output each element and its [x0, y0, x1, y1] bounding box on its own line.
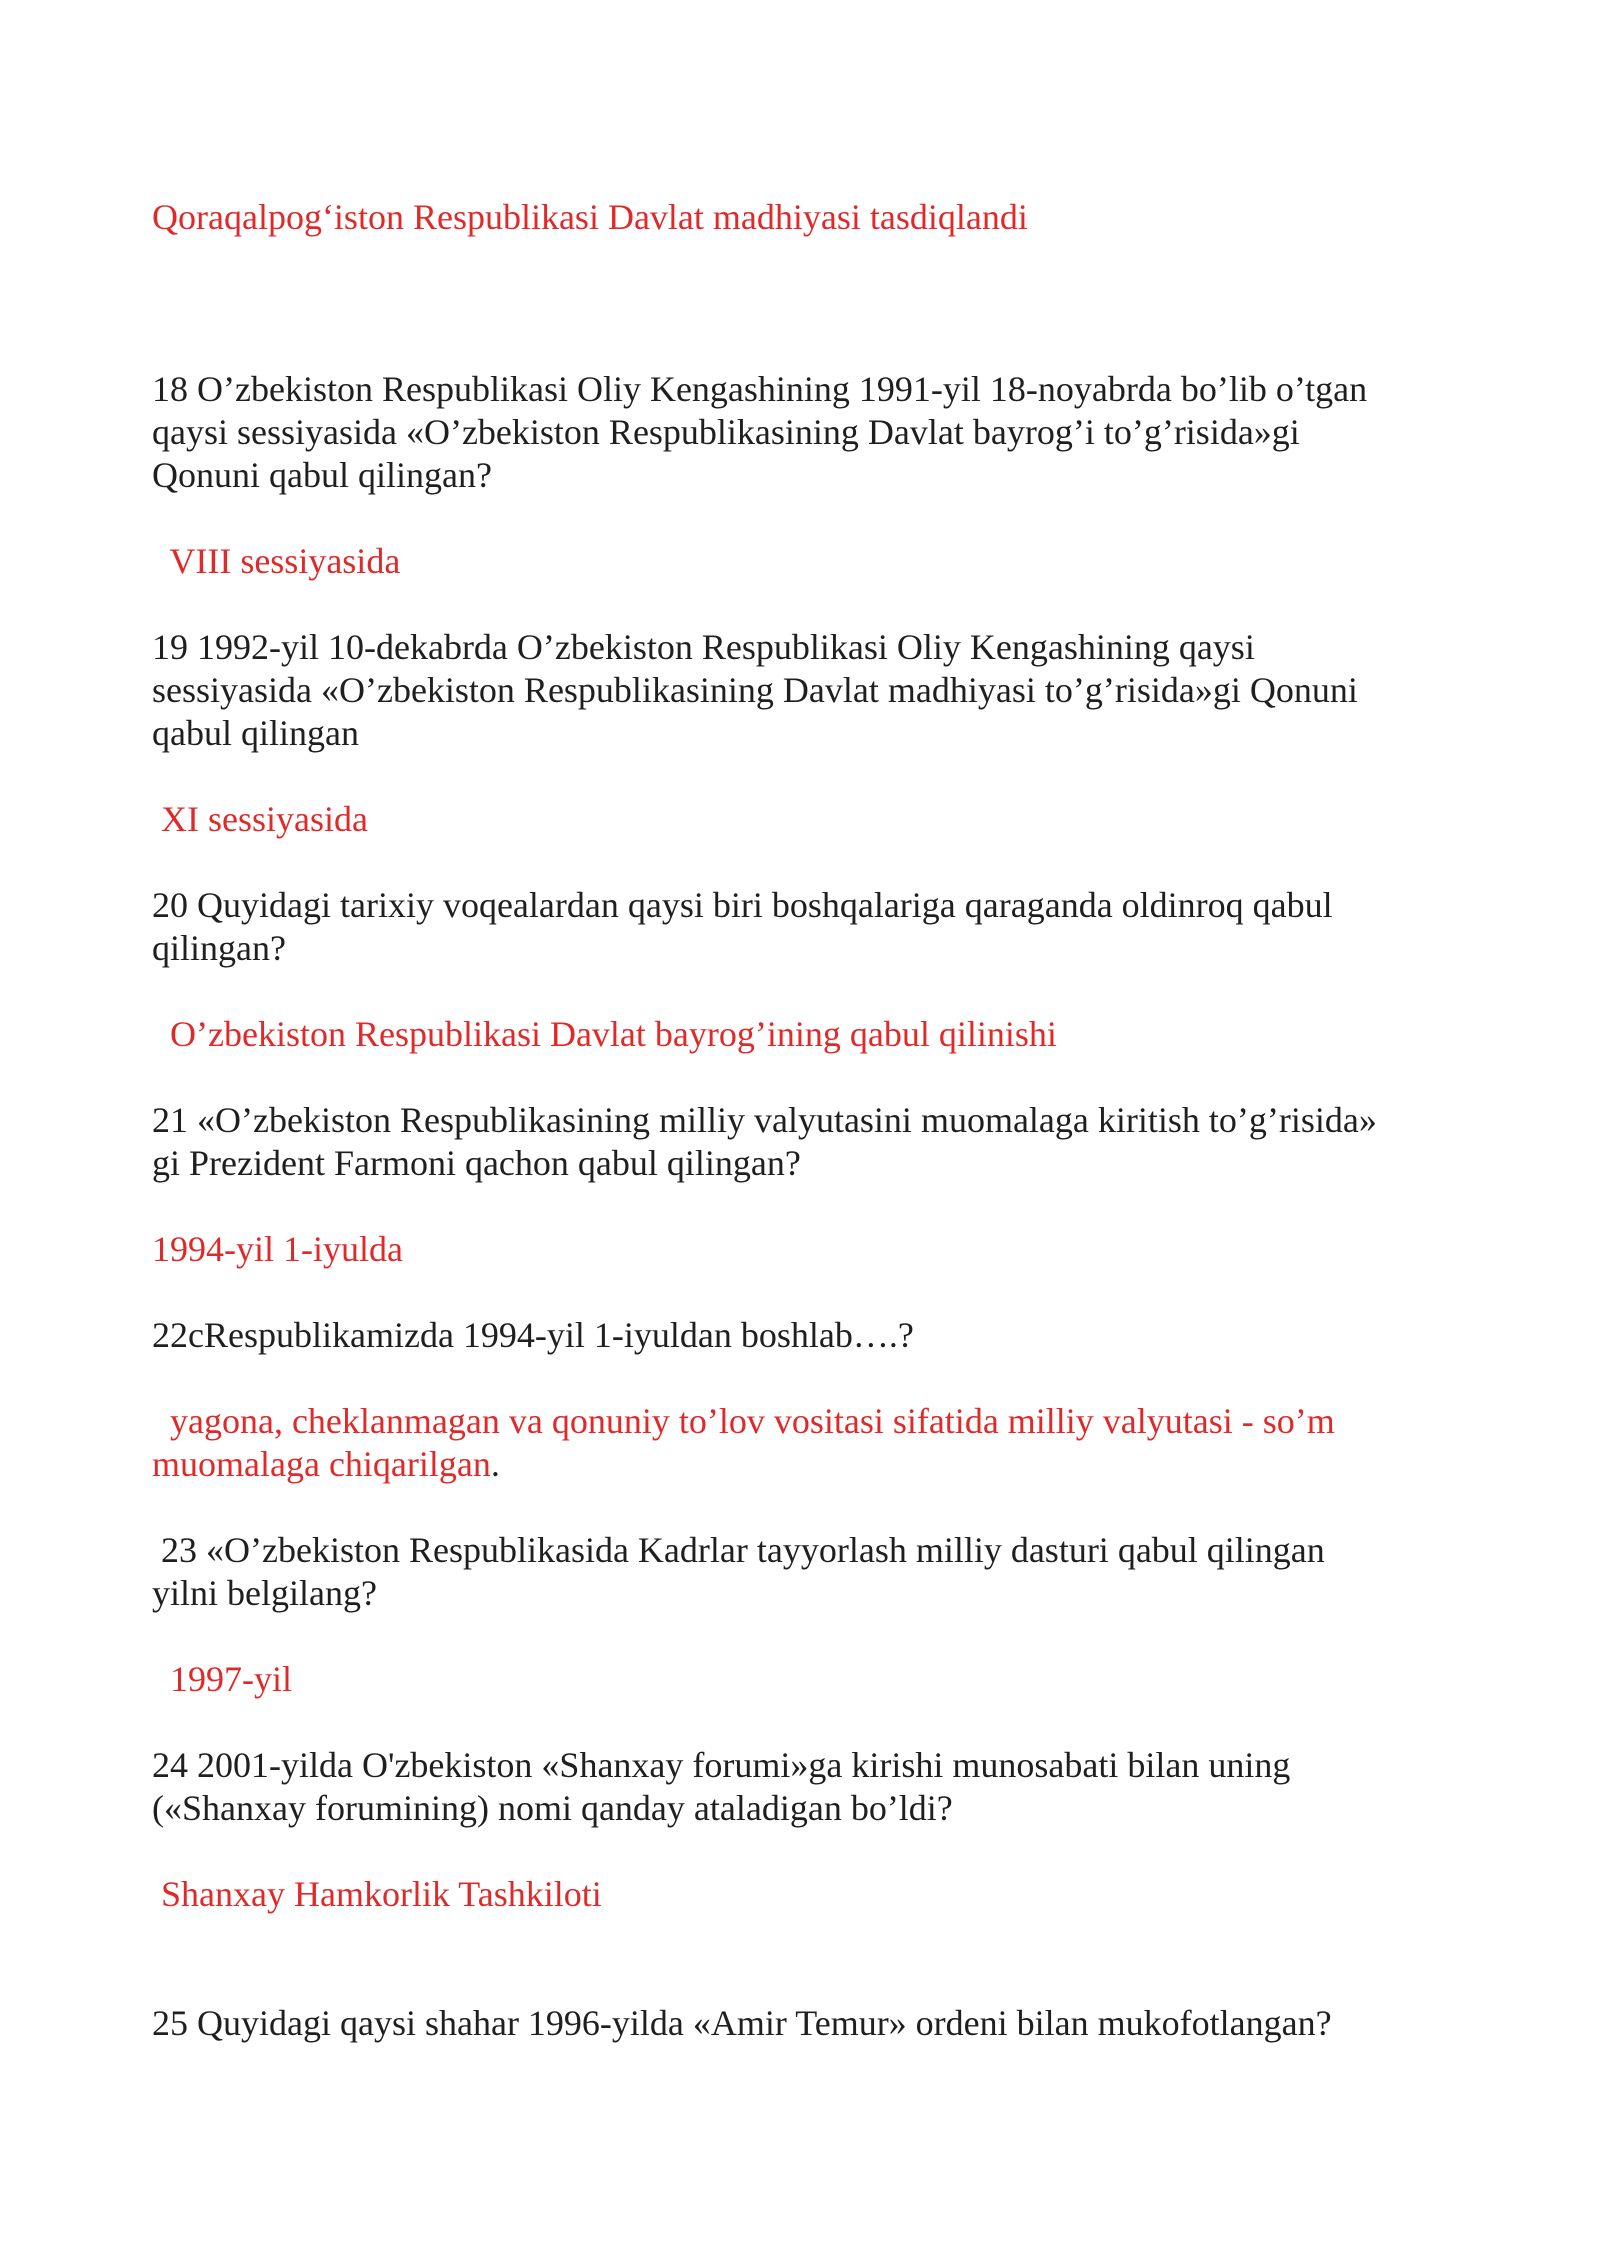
answer-21: 1994-yil 1-iyulda	[152, 1229, 403, 1269]
question-21-line-2: gi Prezident Farmoni qachon qabul qilingan?	[152, 1143, 801, 1183]
question-22-line-1: 22cRespublikamizda 1994-yil 1-iyuldan boshlab….?	[152, 1315, 914, 1355]
question-23-line-2: yilni belgilang?	[152, 1573, 377, 1613]
question-20-line-1: 20 Quyidagi tarixiy voqealardan qaysi biri boshqalariga qaraganda oldinroq qabul	[152, 885, 1333, 925]
question-18-line-3: Qonuni qabul qilingan?	[152, 455, 492, 495]
answer-20: O’zbekiston Respublikasi Davlat bayrog’ining qabul qilinishi	[152, 1014, 1057, 1054]
question-19-line-2: sessiyasida «O’zbekiston Respublikasining Davlat madhiyasi to’g’risida»gi Qonuni	[152, 670, 1358, 710]
document-heading: Qoraqalpog‘iston Respublikasi Davlat madhiyasi tasdiqlandi	[152, 197, 1028, 237]
question-19-line-3: qabul qilingan	[152, 713, 359, 753]
question-23-line-1: 23 «O’zbekiston Respublikasida Kadrlar tayyorlash milliy dasturi qabul qilingan	[152, 1530, 1325, 1570]
question-18-line-1: 18 O’zbekiston Respublikasi Oliy Kengashining 1991-yil 18-noyabrda bo’lib o’tgan	[152, 369, 1368, 409]
question-24-line-2: («Shanxay forumining) nomi qanday ataladigan bo’ldi?	[152, 1788, 953, 1828]
answer-19: XI sessiyasida	[152, 799, 368, 839]
answer-18: VIII sessiyasida	[152, 541, 401, 581]
question-19-line-1: 19 1992-yil 10-dekabrda O’zbekiston Respublikasi Oliy Kengashining qaysi	[152, 627, 1255, 667]
answer-22-line-2-wrapper	[152, 1443, 1452, 1486]
question-24-line-1: 24 2001-yilda O'zbekiston «Shanxay forumi»ga kirishi munosabati bilan uning	[152, 1745, 1291, 1785]
answer-23: 1997-yil	[152, 1659, 292, 1699]
question-18-line-2: qaysi sessiyasida «O’zbekiston Respublikasining Davlat bayrog’i to’g’risida»gi	[152, 412, 1300, 452]
answer-22-tail: .	[490, 1444, 500, 1484]
answer-22-line-2: muomalaga chiqarilgan	[152, 1444, 491, 1484]
question-21-line-1: 21 «O’zbekiston Respublikasining milliy valyutasini muomalaga kiritish to’g’risida»	[152, 1100, 1377, 1140]
question-20-line-2: qilingan?	[152, 928, 286, 968]
answer-24: Shanxay Hamkorlik Tashkiloti	[152, 1874, 602, 1914]
answer-22-line-1: yagona, cheklanmagan va qonuniy to’lov vositasi sifatida milliy valyutasi - so’m	[152, 1401, 1335, 1441]
question-25-line-1: 25 Quyidagi qaysi shahar 1996-yilda «Amir Temur» ordeni bilan mukofotlangan?	[152, 2003, 1332, 2043]
